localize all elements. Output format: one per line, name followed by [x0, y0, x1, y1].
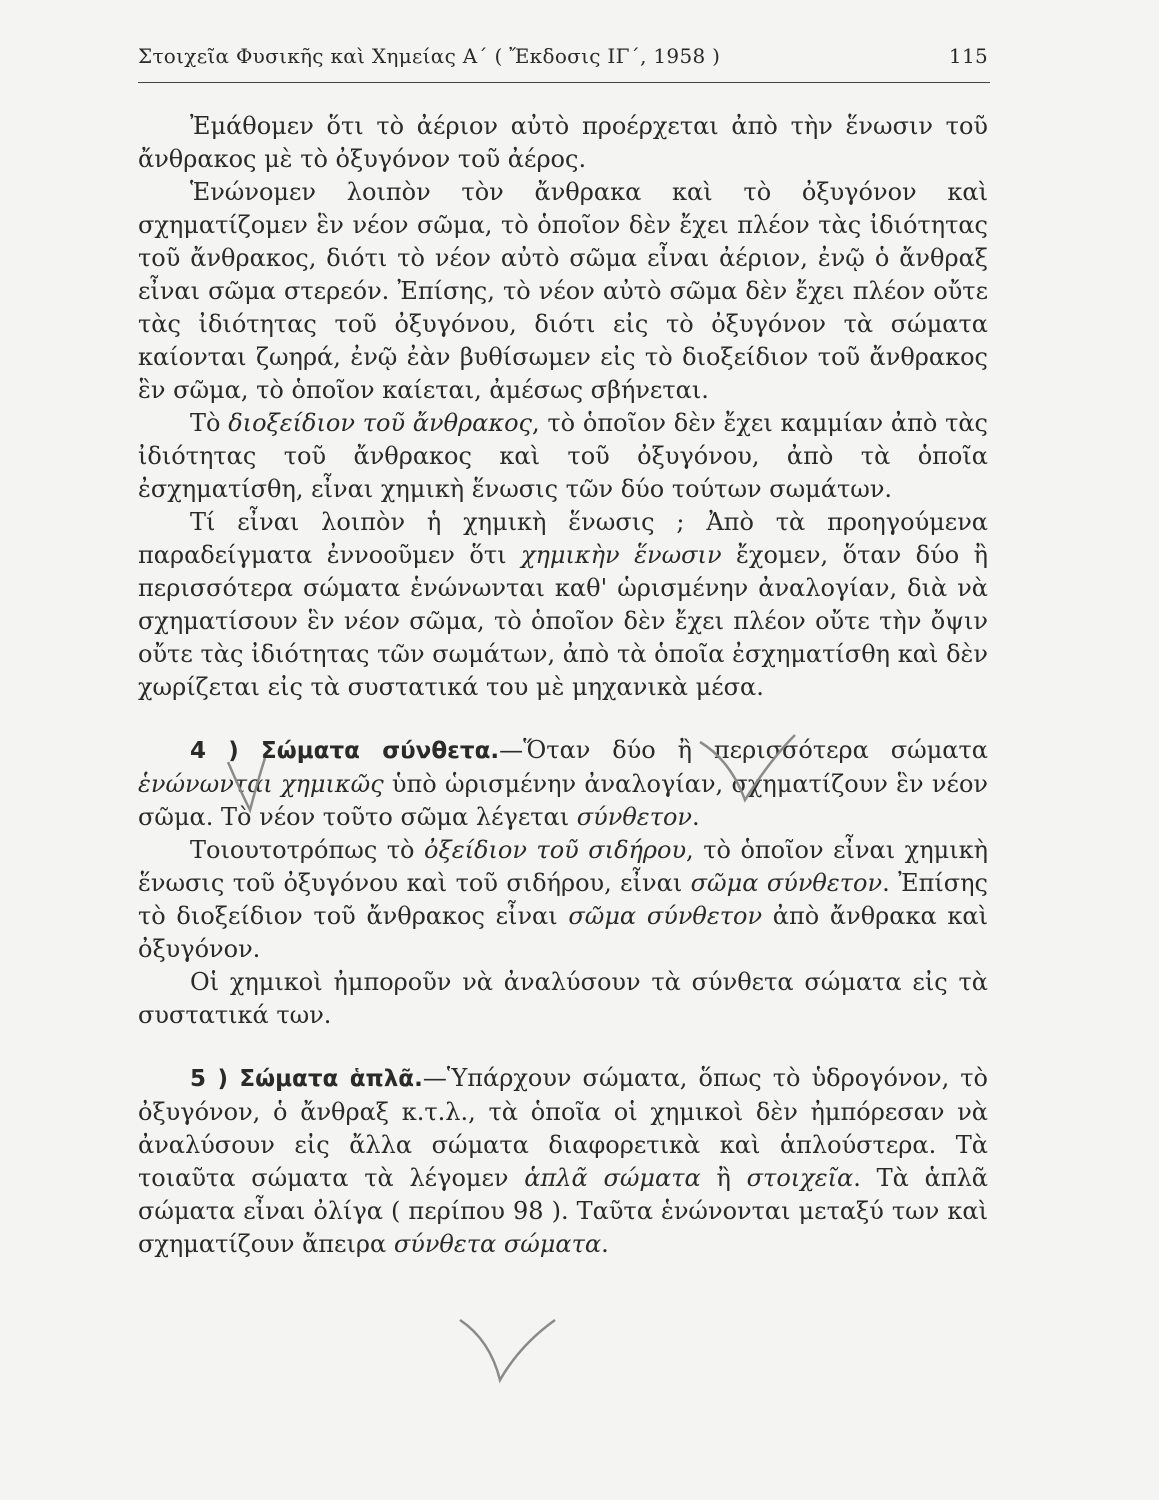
- text: ὑπὸ ὡρισμένην ἀναλογίαν, σχηματίζουν ἓν νέον σῶμα. Τὸ νέον τοῦτο σῶμα λέγεται: [138, 770, 988, 831]
- paragraph: Ἑνώνομεν λοιπὸν τὸν ἄνθρακα καὶ τὸ ὀξυγόνον καὶ σχηματίζομεν ἓν νέον σῶμα, τὸ ὁποῖον δὲν ἔχει πλέον τὰς ἰδιότητας τοῦ ἄνθρακος, διότι τὸ νέον αὐτὸ σῶμα εἶναι ἀέριον, ἐνῷ ὁ ἄνθραξ εἶναι σῶμα στερεόν. Ἐπίσης, τὸ νέον αὐτὸ σῶμα δὲν ἔχει πλέον οὔτε τὰς ἰδιότητας τοῦ ὀξυγόνου, διότι εἰς τὸ ὀξυγόνον τὰ σώματα καίονται ζωηρά, ἐνῷ ἐὰν βυθίσωμεν εἰς τὸ διοξείδιον τοῦ ἄνθρακος ἓν σῶμα, τὸ ὁποῖον καίεται, ἀμέσως σβήνεται.: [138, 178, 988, 404]
- paragraph: Οἱ χημικοὶ ἠμποροῦν νὰ ἀναλύσουν τὰ σύνθετα σώματα εἰς τὰ συστατικά των.: [138, 968, 988, 1029]
- text: , τὸ ὁποῖον δὲν ἔχει καμμίαν ἀπὸ τὰς ἰδιότητας τοῦ ἄνθρακος καὶ τοῦ ὀξυγόνου, ἀπὸ τὰ ὁποῖα ἐσχηματίσθη, εἶναι χημικὴ ἕνωσις τῶν δύο τούτων σωμάτων.: [138, 409, 989, 503]
- emphasis: σύνθετα σώματα: [393, 1230, 602, 1258]
- text: —Ὅταν δύο ἢ περισσότερα σώματα: [499, 736, 988, 764]
- text: .: [692, 803, 700, 831]
- text: , τὸ ὁποῖον εἶναι χημικὴ ἕνωσις τοῦ ὀξυγόνου καὶ τοῦ σιδήρου, εἶναι: [138, 836, 988, 897]
- paragraph: [138, 506, 988, 704]
- section-4: [138, 734, 988, 834]
- text: Τὸ: [190, 409, 229, 437]
- emphasis: σύνθετον: [576, 803, 693, 831]
- section-heading: 5 ) Σώματα ἁπλᾶ.: [190, 1066, 423, 1092]
- text: . Ἐπίσης τὸ διοξείδιον τοῦ ἄνθρακος εἶναι: [138, 869, 988, 930]
- paragraph: [138, 407, 988, 506]
- section-5: [138, 1062, 988, 1261]
- emphasis: διοξείδιον τοῦ ἄνθρακος: [228, 409, 532, 437]
- text: . Τὰ ἁπλᾶ σώματα εἶναι ὀλίγα ( περίπου 98 ). Ταῦτα ἑνώνονται μεταξύ των καὶ σχηματίζουν ἄπειρα: [138, 1164, 989, 1258]
- text: .: [601, 1230, 609, 1258]
- page-number: 115: [948, 44, 988, 68]
- emphasis: ἑνώνωνται χημικῶς: [138, 770, 384, 798]
- running-header: [138, 40, 988, 80]
- header-rule: [138, 82, 990, 83]
- text: —Ὑπάρχουν σώματα, ὅπως τὸ ὑδρογόνον, τὸ ὀξυγόνον, ὁ ἄνθραξ κ.τ.λ., τὰ ὁποῖα οἱ χημικοὶ δὲν ἠμπόρεσαν νὰ ἀναλύσουν εἰς ἄλλα σώματα διαφορετικὰ καὶ ἁπλούστερα. Τὰ τοιαῦτα σώματα τὰ λέγομεν: [138, 1064, 988, 1192]
- paragraph: [138, 834, 988, 966]
- body-text: [138, 110, 988, 1261]
- emphasis: ἁπλᾶ σώματα: [524, 1164, 701, 1192]
- header-title: Στοιχεῖα Φυσικῆς καὶ Χημείας Α΄ ( Ἔκδοσις ΙΓ΄, 1958 ): [138, 44, 721, 68]
- emphasis: χημικὴν ἕνωσιν: [521, 541, 722, 569]
- text: Τοιουτοτρόπως τὸ: [190, 836, 425, 864]
- text: Τί εἶναι λοιπὸν ἡ χημικὴ ἕνωσις ; Ἀπὸ τὰ προηγούμενα παραδείγματα ἐννοοῦμεν ὅτι: [138, 508, 988, 569]
- emphasis: σῶμα σύνθετον: [690, 869, 883, 897]
- paragraph: Ἐμάθομεν ὅτι τὸ ἀέριον αὐτὸ προέρχεται ἀπὸ τὴν ἕνωσιν τοῦ ἄνθρακος μὲ τὸ ὀξυγόνον τοῦ ἀέρος.: [138, 112, 988, 173]
- checkmark-icon: [460, 1320, 555, 1380]
- emphasis: ὀξείδιον τοῦ σιδήρου: [424, 836, 687, 864]
- section-heading: 4 ) Σώματα σύνθετα.: [190, 738, 500, 764]
- text: ἀπὸ ἄνθρακα καὶ ὀξυγόνον.: [138, 902, 989, 963]
- text: ἔχομεν, ὅταν δύο ἢ περισσότερα σώματα ἑνώνωνται καθ' ὡρισμένην ἀναλογίαν, διὰ νὰ σχηματίσουν ἓν νέον σῶμα, τὸ ὁποῖον δὲν ἔχει πλέον οὔτε τὴν ὄψιν οὔτε τὰς ἰδιότητας τῶν σωμάτων, ἀπὸ τὰ ὁποῖα ἐσχηματίσθη καὶ δὲν χωρίζεται εἰς τὰ συστατικά του μὲ μηχανικὰ μέσα.: [138, 541, 989, 701]
- emphasis: στοιχεῖα: [746, 1164, 854, 1192]
- text: ἢ: [700, 1164, 747, 1192]
- emphasis: σῶμα σύνθετον: [568, 902, 763, 930]
